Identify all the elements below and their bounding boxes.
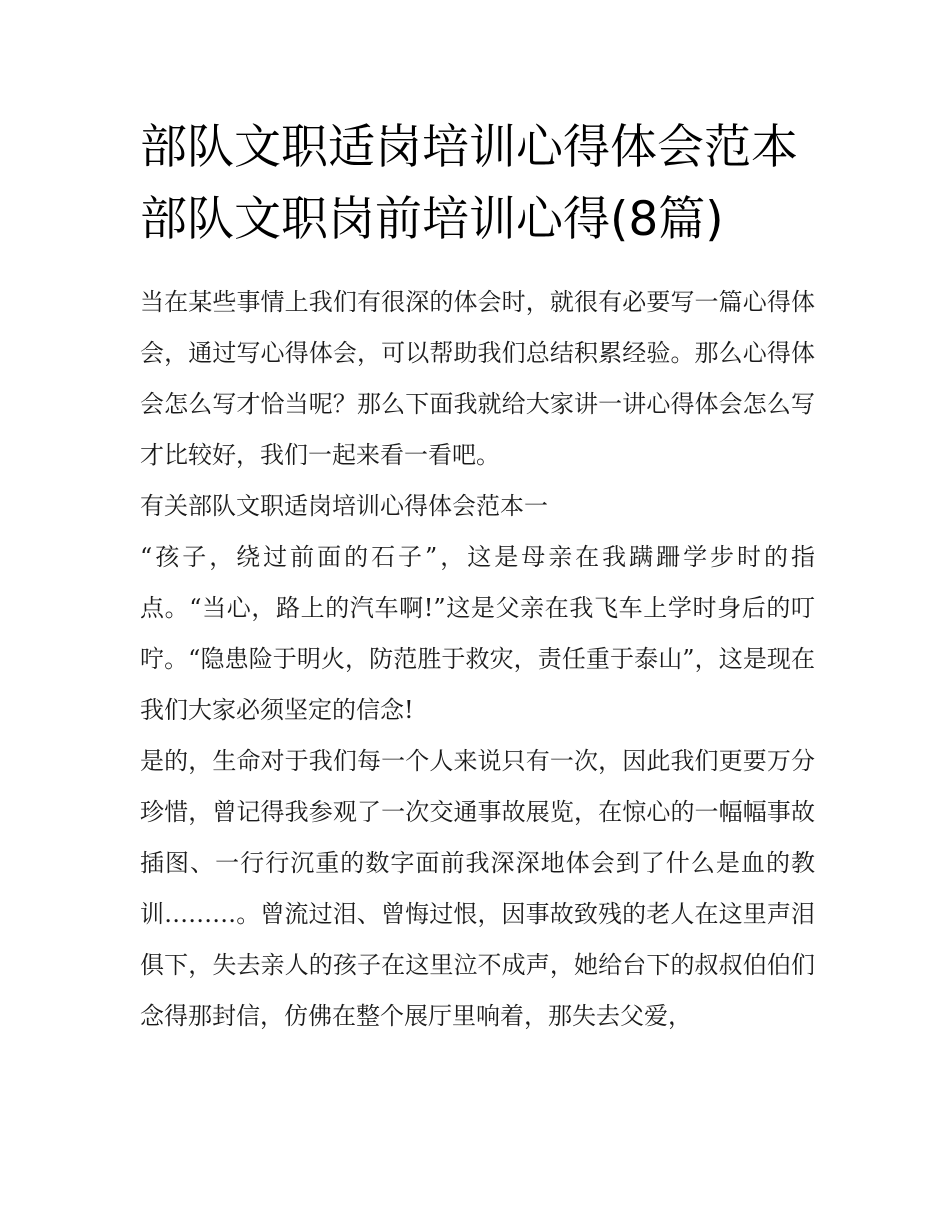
document-content [140,112,815,1042]
intro-paragraph: 当在某些事情上我们有很深的体会时，就很有必要写一篇心得体会，通过写心得体会，可以帮助我们总结积累经验。那么心得体会怎么写才恰当呢？那么下面我就给大家讲一讲心得体会怎么写才比较好，我们一起来看一看吧。 [140,288,815,469]
section-heading: 有关部队文职适岗培训心得体会范本一 [140,492,548,520]
body-paragraph: “孩子，绕过前面的石子”，这是母亲在我蹒跚学步时的指点。“当心，路上的汽车啊!”这是父亲在我飞车上学时身后的叮咛。“隐患险于明火，防范胜于救灾，责任重于泰山”，这是现在我们大家必须坚定的信念! [140,543,815,724]
document-title: 部队文职适岗培训心得体会范本 部队文职岗前培训心得(8篇) [140,120,798,247]
document-body [140,277,815,1042]
body-paragraph: 是的，生命对于我们每一个人来说只有一次，因此我们更要万分珍惜，曾记得我参观了一次交通事故展览，在惊心的一幅幅事故插图、一行行沉重的数字面前我深深地体会到了什么是血的教训………。曾流过泪、曾悔过恨，因事故致残的老人在这里声泪俱下，失去亲人的孩子在这里泣不成声，她给台下的叔叔伯伯们念得那封信，仿佛在整个展厅里响着，那失去父爱， [140,747,815,1030]
